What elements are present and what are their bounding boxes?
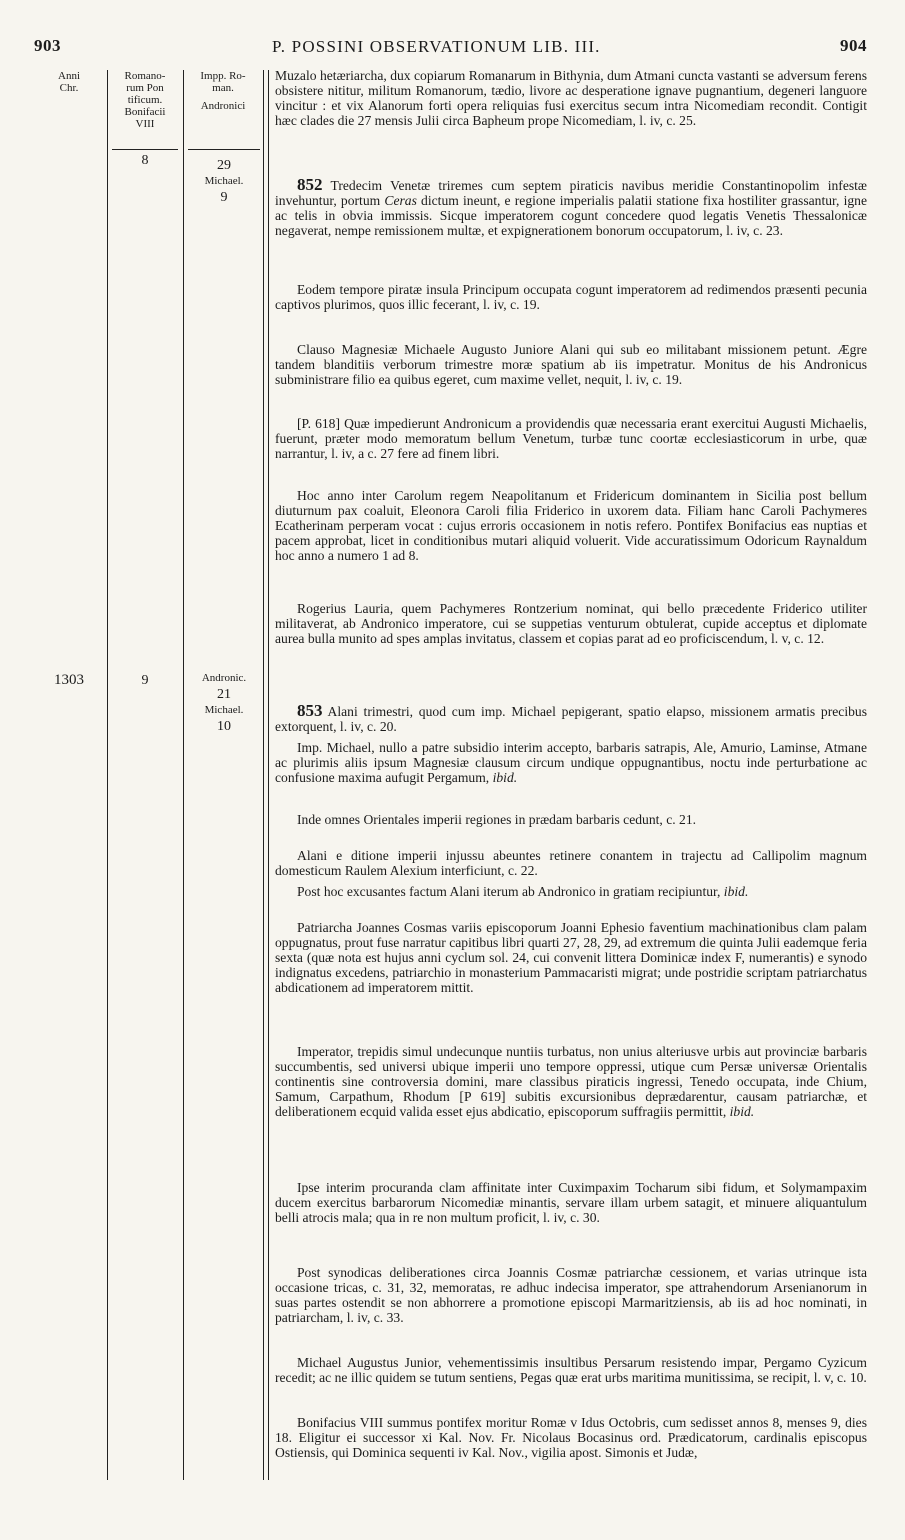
section-number: 852 [297,175,323,194]
paragraph [275,884,867,899]
paragraph-text: dictum ineunt, e regione imperialis palatii statione fixa hostiliter grassantur, igne ac telis in obvia immissis. Sicque imperatorem cogunt concedere quod legatis Venetis Thessalonicæ negaverat, nempe remissionem multæ, et expignerationem bonorum occupatorum, l. iv, c. 23. [275,193,867,238]
emperor-name: Michael. [204,704,244,716]
header-line: Andronici [200,100,246,112]
emperor-name: Andronic. [201,672,247,684]
text-block [275,416,867,461]
header-line: VIII [135,118,155,130]
text-block [275,1044,867,1119]
header-underline [188,149,260,150]
column-rule [263,70,264,1480]
pontificate-year: 8 [141,153,149,168]
emperor-year: 21 [217,687,231,702]
emperor-year: 29 [217,158,231,173]
paragraph: Alani e ditione imperii injussu abeuntes retinere conantem in trajectu ad Callipolim magnum domesticum Raulem Alexium interficiunt, c. 22. [275,848,867,878]
text-block [275,601,867,646]
paragraph: Muzalo hetæriarcha, dux copiarum Romanarum in Bithynia, dum Atmani cuncta vastanti se adversum ferens obsistere nititur, militum Romanorum, tædio, livore ac desperatione ignave pugnantium, degeneri languore vincitur : et vix Alanorum forti opera reliquias fusi exercitus secum intra Nicomediam recondit. Contigit hæc clades die 27 mensis Julii circa Bapheum prope Nicomediam, l. iv, c. 25. [275,68,867,128]
section-number: 853 [297,701,323,720]
header-line: Romano- [124,70,166,82]
running-header [0,36,905,60]
paragraph: Clauso Magnesiæ Michaele Augusto Juniore Alani qui sub eo militabant missionem petunt. Ægre tandem blanditiis verborum trimestre moræ spatium ab iis impetratur. Monitus de his Andronicus subministrare filio ea quibus egeret, cum maxime vellet, nequit, l. iv, c. 19. [275,342,867,387]
column-header-pontifices [109,70,181,130]
paragraph [275,703,867,734]
paragraph: Ipse interim procuranda clam affinitate inter Cuximpaxim Tocharum sibi fidum, et Solymampaxim ducem exercitus barbarorum Nicomediæ minantis, servare illam urbem satagit, et minuere aliquantulum belli atrocis mala; qua in re non multum proficit, l. iv, c. 30. [275,1180,867,1225]
italic-term: Ceras [384,193,417,208]
text-block [275,1355,867,1385]
text-block [275,68,867,128]
paragraph: Eodem tempore piratæ insula Principum occupata cogunt imperatorem ad redimendos præsenti pecunia captivos plurimos, quos illic fecerant, l. iv, c. 19. [275,282,867,312]
paragraph: Bonifacius VIII summus pontifex moritur Romæ v Idus Octobris, cum sedisset annos 8, menses 9, dies 18. Eligitur ei successor xi Kal. Nov. Fr. Nicolaus Bocasinus ord. Prædicatorum, cardinalis episcopus Ostiensis, qui Dominica sequenti iv Kal. Nov., vigilia apost. Simonis et Judæ, [275,1415,867,1460]
paragraph-text: Alani trimestri, quod cum imp. Michael pepigerant, spatio elapso, missionem armatis precibus extorquent, l. iv, c. 20. [275,704,867,734]
paragraph: [P. 618] Quæ impedierunt Andronicum a providendis quæ necessaria erant exercitui Augusti Michaelis, fuerunt, præter modo memoratum bellum Venetum, turbæ tunc coortæ ecclesiasticorum in urbe, quæ narrantur, l. iv, a c. 27 fere ad finem libri. [275,416,867,461]
text-block [275,177,867,238]
column-header-anni [38,70,100,94]
page-number-right: 904 [840,36,867,55]
text-block [275,884,867,899]
column-rule [107,70,108,1480]
header-line: Impp. Ro- [200,70,246,82]
header-line: man. [212,82,234,94]
paragraph [275,1044,867,1119]
paragraph [275,740,867,785]
page-number-left: 903 [34,36,61,55]
emperor-year: 9 [220,190,228,205]
header-line: Bonifacii [124,106,166,118]
text-block [275,342,867,387]
text-block [275,1180,867,1225]
header-line: rum Pon [126,82,164,94]
header-line: tificum. [127,94,163,106]
paragraph: Rogerius Lauria, quem Pachymeres Rontzerium nominat, qui bello præcedente Friderico utiliter militaverat, ab Andronico imperatore, cui se suppetias venturum obtulerat, cupide acceptus et diplomate aurea bulla munito ad spes amplas invitatus, classem et copias parat ad eo proficiscendum, l. v, c. 12. [275,601,867,646]
text-block [275,282,867,312]
paragraph: Inde omnes Orientales imperii regiones in prædam barbaris cedunt, c. 21. [297,812,697,827]
text-block [275,488,867,563]
paragraph-text: Imperator, trepidis simul undecunque nuntiis turbatus, non unius alteriusve urbis aut provinciæ barbaris succumbentis, sed universi ubique imperii uno tempore oppressi, utique cum Persæ universæ Orientalis continentis sine controversia domini, mare classibus piraticis ingressi, Tenedo occupata, inde Chium, Samum, Carpathum, Rhodum [P 619] subitis excursionibus deprædarentur, causam patriarchæ, et deliberationem ecquid valida esset ejus abdicatio, episcoporum suffragiis permittit, [275,1044,867,1119]
paragraph-text: Tredecim Venetæ triremes cum septem piraticis navibus meridie Constantinopolim infestæ invehuntur, portum [275,178,868,208]
italic-ref: ibid. [729,1104,755,1119]
emperor-name: Michael. [204,175,244,187]
italic-ref: ibid. [492,770,518,785]
header-underline [112,149,178,150]
paragraph: Michael Augustus Junior, vehementissimis insultibus Persarum resistendo impar, Pergamo Cyzicum recedit; ac ne illic quidem se tutum sentiens, Pegas quæ erat urbs maritima munitissima, se recipit, l. v, c. 10. [275,1355,867,1385]
column-header-imperatores [185,70,261,112]
paragraph-text: Post hoc excusantes factum Alani iterum ab Andronico in gratiam recipiuntur, [297,884,724,899]
paragraph: Post synodicas deliberationes circa Joannis Cosmæ patriarchæ cessionem, et varias utrinque ista occasione tricas, c. 31, 32, memoratas, re adhuc indecisa imperator, spe attrahendorum Arsenianorum in suas partes ostendit se non abhorrere a promotione episcopi Marmaritziensis, ab iis ad hoc nominati, in patriarcham, l. iv, c. 33. [275,1265,867,1325]
text-block [275,812,867,827]
text-block [275,1415,867,1460]
paragraph-text: Imp. Michael, nullo a patre subsidio interim accepto, barbaris satrapis, Ale, Amurio, Laminse, Atmane ac plurimis aliis ipsum Magnesiæ clausum circum undique oppugnantibus, noctu inde perturbatione ac confusione maxima aufugit Pergamum, [275,740,867,785]
italic-ref: ibid. [723,884,749,899]
header-line: Anni [58,70,80,82]
text-block [275,920,867,995]
paragraph: Hoc anno inter Carolum regem Neapolitanum et Fridericum dominantem in Sicilia post bellum diuturnum pax coaluit, Eleonora Caroli filia Friderico in uxorem data. Filiam hanc Caroli Pachymeres Ecatherinam perperam vocat : cujus erroris occasionem in notis refero. Pontifex Bonifacius eas nuptias et pacem approbat, licet in conditionibus mutari aliquid voluerit. Vide accuratissimum Odoricum Raynaldum hoc anno a numero 1 ad 8. [275,488,867,563]
anno-domini: 1303 [54,672,84,688]
text-block [275,848,867,878]
text-block [275,1265,867,1325]
header-line: Chr. [59,82,79,94]
emperor-year: 10 [217,719,231,734]
column-rule [183,70,184,1480]
column-rule [268,70,269,1480]
running-title: P. POSSINI OBSERVATIONUM LIB. III. [272,37,601,56]
text-block [275,740,867,785]
paragraph: Patriarcha Joannes Cosmas variis episcoporum Joanni Ephesio faventium machinationibus clam palam oppugnatus, prout fuse narratur capitibus libri quarti 27, 28, 29, ad extremum die quinta Julii eademque feria sexta (quæ nota est hujus anni cyclum sol. 24, cui convenit littera Dominicæ index F, numerantis) e synodo indignatus excedens, patriarchio in monasterium Pammacaristi migrat; unde postridie scriptam patriarchatus abdicationem ad imperatorem mittit. [275,920,867,995]
text-block [275,703,867,734]
paragraph [275,177,867,238]
pontificate-year: 9 [141,673,149,688]
